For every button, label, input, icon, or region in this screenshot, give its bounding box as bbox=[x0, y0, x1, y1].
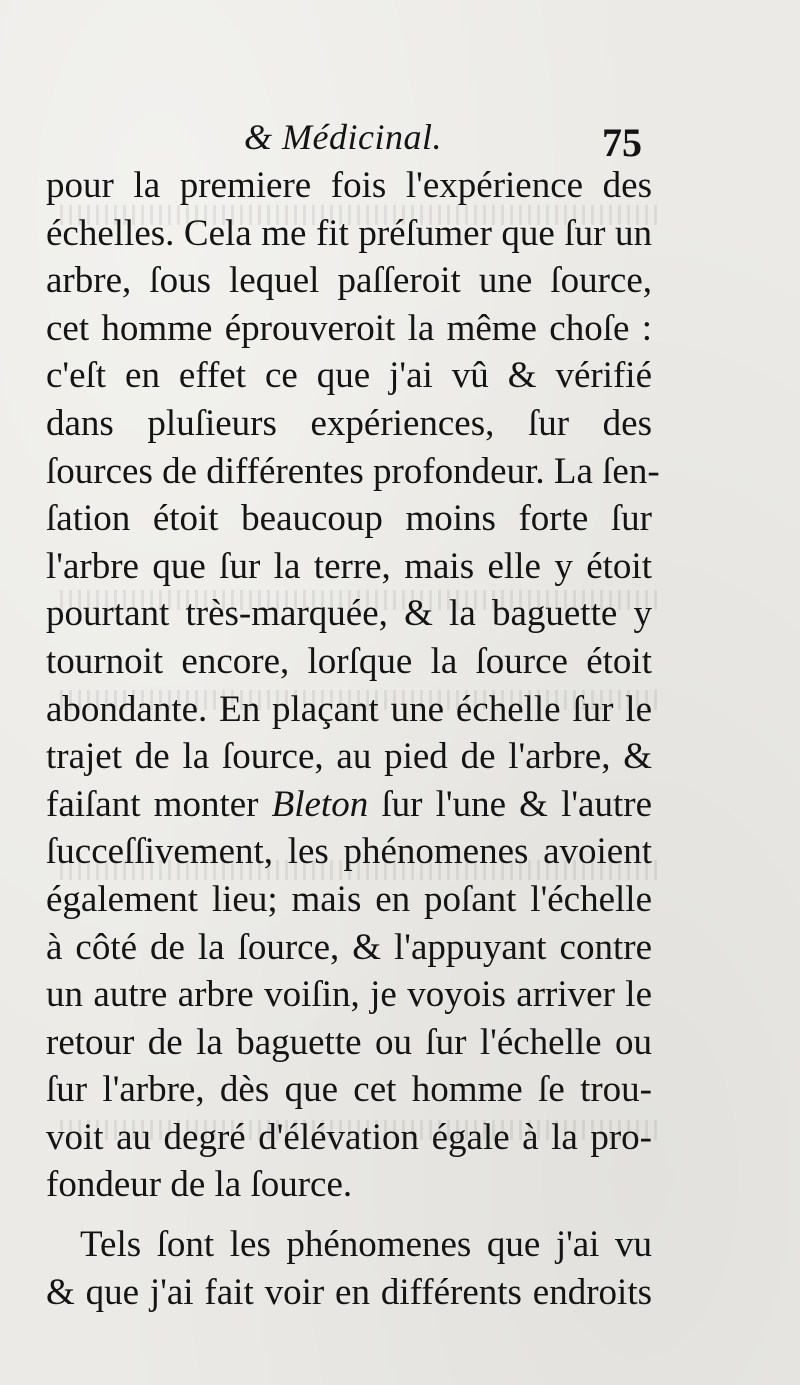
text-line: arbre, ſous lequel paſſeroit une ſource, bbox=[46, 260, 652, 302]
text-line: retour de la baguette ou ſur l'échelle ou bbox=[46, 1021, 652, 1063]
text-line: trajet de la ſource, au pied de l'arbre, & bbox=[46, 736, 652, 778]
text-line: voit au degré d'élévation égale à la pro- bbox=[46, 1116, 652, 1158]
text-line: échelles. Cela me fit préſumer que ſur un bbox=[46, 212, 652, 254]
text-line: c'eſt en effet ce que j'ai vû & vérifié bbox=[46, 355, 652, 397]
text-line: fondeur de la ſource. bbox=[46, 1164, 353, 1206]
running-head-title: & Médicinal. bbox=[244, 117, 442, 157]
text-line: ſation étoit beaucoup moins forte ſur bbox=[46, 498, 652, 540]
text-segment: ſur l'une & l'autre bbox=[368, 783, 652, 825]
text-line: ſources de différentes profondeur. La ſen- bbox=[46, 450, 660, 492]
text-line: Tels ſont les phénomenes que j'ai vu bbox=[80, 1224, 652, 1266]
text-line: également lieu; mais en poſant l'échelle bbox=[46, 878, 652, 920]
text-line: abondante. En plaçant une échelle ſur le bbox=[46, 688, 652, 730]
text-line: ſucceſſivement, les phénomenes avoient bbox=[46, 831, 652, 873]
text-segment: faiſant monter bbox=[46, 783, 272, 825]
text-line: cet homme éprouveroit la même choſe : bbox=[46, 307, 652, 349]
text-line: pour la premiere fois l'expérience des bbox=[46, 165, 652, 206]
text-line: tournoit encore, lorſque la ſource étoit bbox=[46, 640, 652, 682]
body-text bbox=[46, 162, 660, 1316]
text-line: & que j'ai fait voir en différents endroits bbox=[46, 1271, 652, 1313]
text-line: dans pluſieurs expériences, ſur des bbox=[46, 402, 652, 444]
text-line: à côté de la ſource, & l'appuyant contre bbox=[46, 926, 652, 968]
text-line: un autre arbre voiſin, je voyois arriver le bbox=[46, 974, 652, 1016]
text-line: pourtant très-marquée, & la baguette y bbox=[46, 593, 652, 635]
page-number: 75 bbox=[602, 120, 642, 165]
proper-name-bleton: Bleton bbox=[271, 783, 369, 825]
text-line: ſur l'arbre, dès que cet homme ſe trou- bbox=[46, 1069, 652, 1111]
running-head bbox=[0, 112, 800, 165]
text-line-with-name bbox=[46, 781, 652, 829]
text-line: l'arbre que ſur la terre, mais elle y étoit bbox=[46, 545, 652, 587]
